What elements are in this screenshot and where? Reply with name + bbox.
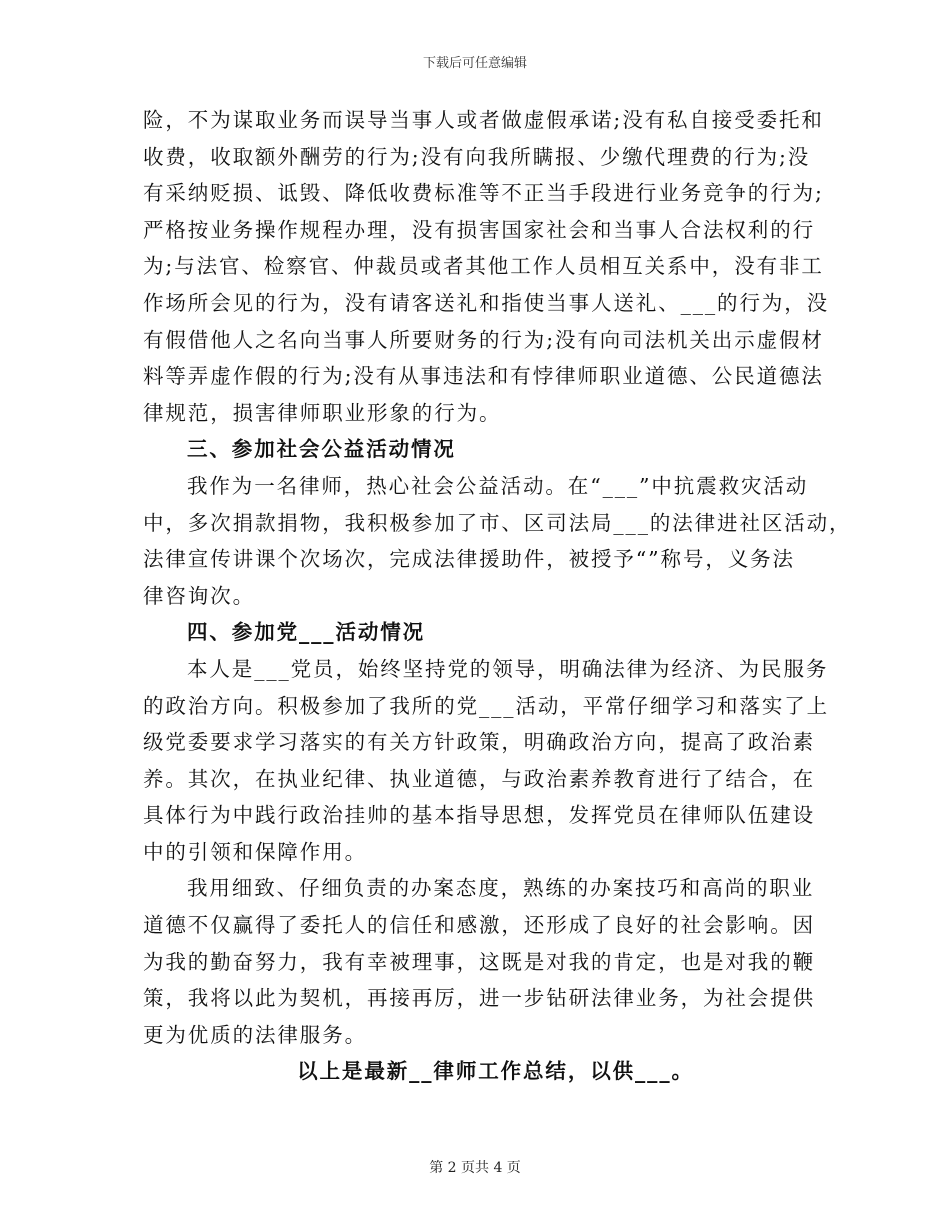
- body-line: 更为优质的法律服务。: [143, 1022, 367, 1047]
- body-line: 有采纳贬损、诋毁、降低收费标准等不正当手段进行业务竞争的行为;: [143, 181, 824, 206]
- body-line: 律规范，损害律师职业形象的行为。: [143, 400, 502, 425]
- body-line: 策，我将以此为契机，再接再厉，进一步钻研法律业务，为社会提供: [143, 986, 815, 1011]
- body-line: 有假借他人之名向当事人所要财务的行为;没有向司法机关出示虚假材: [143, 327, 824, 352]
- body-line: 的政治方向。积极参加了我所的党___活动，平常仔细学习和落实了上: [143, 693, 830, 718]
- body-line: 严格按业务操作规程办理，没有损害国家社会和当事人合法权利的行: [143, 217, 815, 242]
- paragraph-first-line: 我用细致、仔细负责的办案态度，熟练的办案技巧和高尚的职业: [187, 876, 815, 901]
- document-body: [143, 102, 852, 1090]
- body-line: 为我的勤奋努力，我有幸被理事，这既是对我的肯定，也是对我的鞭: [143, 949, 815, 974]
- paragraph-first-line: 本人是___党员，始终坚持党的领导，明确法律为经济、为民服务: [187, 656, 829, 681]
- body-line: 养。其次，在执业纪律、执业道德，与政治素养教育进行了结合，在: [143, 766, 815, 791]
- section-heading: 三、参加社会公益活动情况: [187, 437, 456, 462]
- body-line: 中的引领和保障作用。: [143, 839, 367, 864]
- body-line: 具体行为中践行政治挂帅的基本指导思想，发挥党员在律师队伍建设: [143, 803, 815, 828]
- paragraph-first-line: 我作为一名律师，热心社会公益活动。在“___”中抗震救灾活动: [187, 473, 809, 498]
- body-line: 中，多次捐款捐物，我积极参加了市、区司法局___的法律进社区活动，: [143, 510, 852, 535]
- page-header: 下载后可任意编辑: [422, 56, 527, 71]
- page-footer: 第 2 页共 4 页: [429, 1160, 521, 1176]
- body-line: 料等弄虚作假的行为;没有从事违法和有悖律师职业道德、公民道德法: [143, 364, 824, 389]
- body-line: 道德不仅赢得了委托人的信任和感激，还形成了良好的社会影响。因: [143, 913, 815, 938]
- body-line: 收费，收取额外酬劳的行为;没有向我所瞒报、少缴代理费的行为;没: [143, 144, 811, 169]
- body-line: 级党委要求学习落实的有关方针政策，明确政治方向，提高了政治素: [143, 730, 815, 755]
- closing-line: 以上是最新__律师工作总结，以供___。: [297, 1059, 694, 1084]
- body-line: 法律宣传讲课个次场次，完成法律援助件，被授予“”称号，义务法: [143, 547, 795, 572]
- body-line: 作场所会见的行为，没有请客送礼和指使当事人送礼、___的行为，没: [143, 290, 830, 315]
- section-heading: 四、参加党___活动情况: [187, 620, 426, 645]
- body-line: 险，不为谋取业务而误导当事人或者做虚假承诺;没有私自接受委托和: [143, 108, 824, 132]
- body-line: 律咨询次。: [143, 583, 255, 608]
- body-line: 为;与法官、检察官、仲裁员或者其他工作人员相互关系中，没有非工: [143, 254, 824, 279]
